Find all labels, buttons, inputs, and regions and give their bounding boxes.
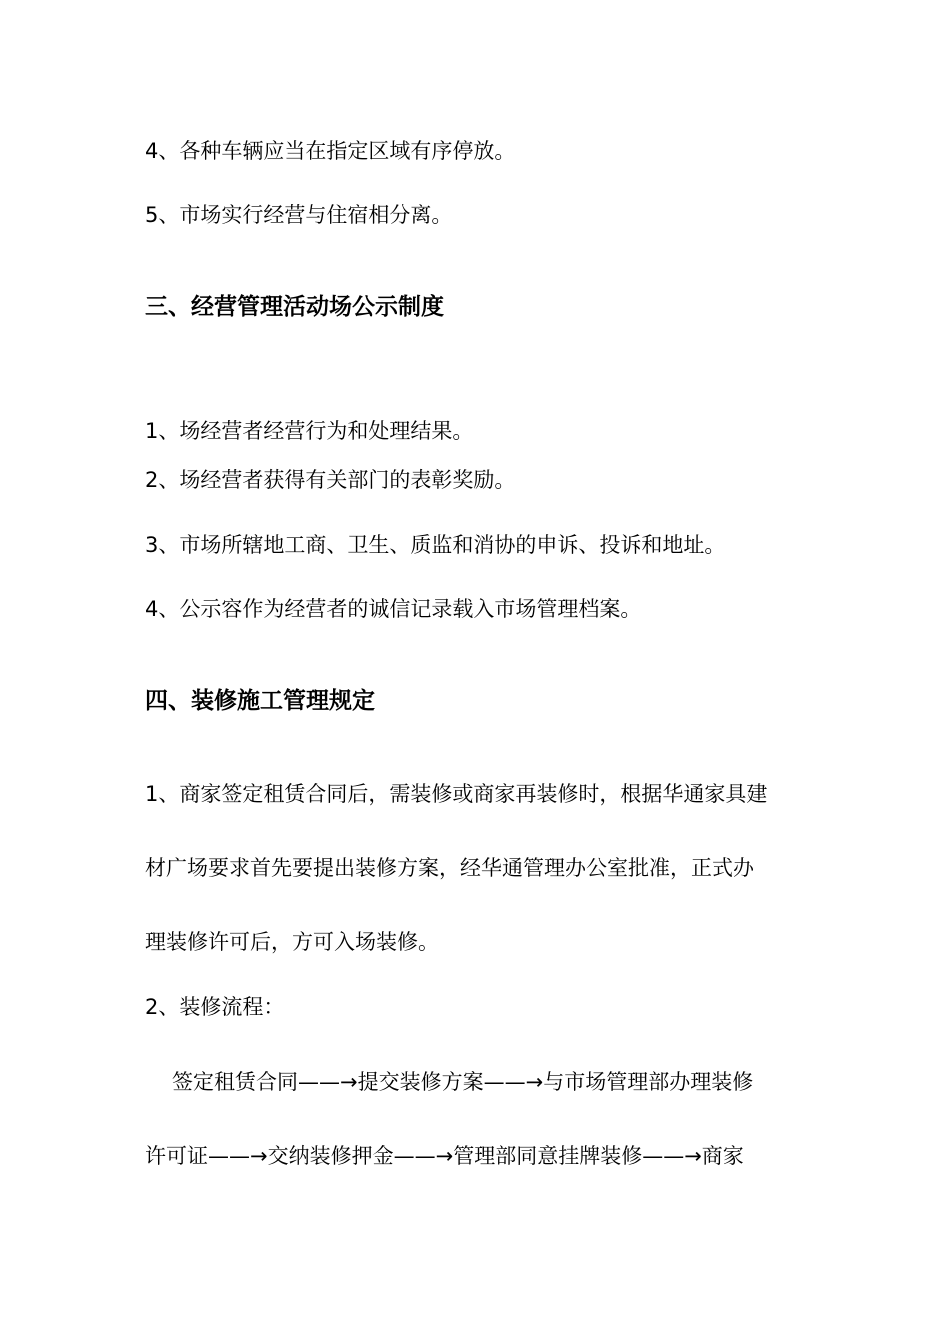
publicity-item-1: 1、场经营者经营行为和处理结果。 bbox=[145, 419, 474, 443]
section-heading-3: 三、经营管理活动场公示制度 bbox=[145, 294, 444, 320]
publicity-item-2: 2、场经营者获得有关部门的表彰奖励。 bbox=[145, 468, 516, 492]
section-heading-4: 四、装修施工管理规定 bbox=[145, 688, 375, 714]
publicity-item-4: 4、公示容作为经营者的诚信记录载入市场管理档案。 bbox=[145, 597, 642, 621]
rule-item-5-separation: 5、市场实行经营与住宿相分离。 bbox=[145, 203, 453, 227]
renovation-para-1-line-2: 材广场要求首先要提出装修方案，经华通管理办公室批准，正式办 bbox=[145, 856, 754, 880]
publicity-item-3: 3、市场所辖地工商、卫生、质监和消协的申诉、投诉和地址。 bbox=[145, 533, 726, 557]
renovation-para-1-line-3: 理装修许可后，方可入场装修。 bbox=[145, 930, 439, 954]
renovation-flow-line-1: 签定租赁合同——→提交装修方案——→与市场管理部办理装修 bbox=[172, 1070, 754, 1094]
renovation-item-2-label: 2、装修流程： bbox=[145, 995, 285, 1019]
renovation-para-1-line-1: 1、商家签定租赁合同后，需装修或商家再装修时，根据华通家具建 bbox=[145, 782, 768, 806]
rule-item-4-vehicles: 4、各种车辆应当在指定区域有序停放。 bbox=[145, 139, 516, 163]
renovation-flow-line-2: 许可证——→交纳装修押金——→管理部同意挂牌装修——→商家 bbox=[145, 1144, 744, 1168]
